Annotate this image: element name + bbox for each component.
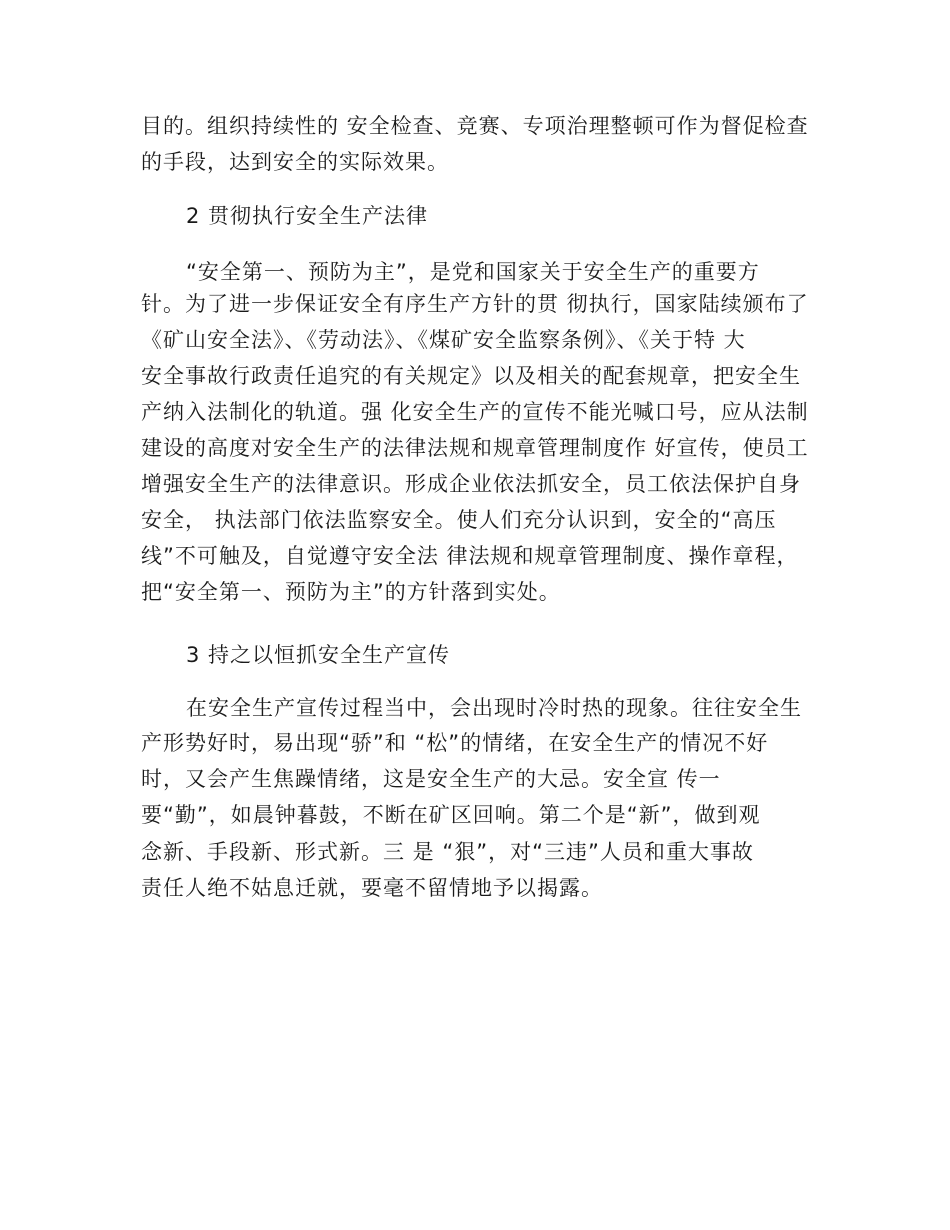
paragraph-line: “安全第一、预防为主”，是党和国家关于安全生产的重要方: [186, 260, 760, 284]
paragraph-line: 《矿山安全法》、《劳动法》、《煤矿安全监察条例》、《关于特 大: [141, 328, 746, 352]
paragraph-line: 产形势好时，易出现“骄”和 “松”的情绪，在安全生产的情况不好: [141, 731, 769, 755]
paragraph-line: 的手段，达到安全的实际效果。: [141, 150, 449, 174]
paragraph-line: 责任人绝不姑息迁就，要毫不留情地予以揭露。: [141, 876, 603, 900]
paragraph-line: 安全事故行政责任追究的有关规定》以及相关的配套规章，把安全生: [141, 364, 801, 388]
paragraph-line: 线”不可触及，自觉遵守安全法 律法规和规章管理制度、操作章程，: [141, 544, 799, 568]
paragraph-line: 产纳入法制化的轨道。强 化安全生产的宣传不能光喊口号，应从法制: [141, 400, 809, 424]
paragraph-line: 要“勤”，如晨钟暮鼓，不断在矿区回响。第二个是“新”，做到观: [141, 803, 761, 827]
section-heading: 2 贯彻执行安全生产法律: [186, 204, 429, 228]
paragraph-line: 建设的高度对安全生产的法律法规和规章管理制度作 好宣传，使员工: [141, 436, 809, 460]
section-heading: 3 持之以恒抓安全生产宣传: [186, 643, 451, 667]
paragraph-line: 在安全生产宣传过程当中，会出现时冷时热的现象。往往安全生: [186, 696, 802, 720]
paragraph-line: 把“安全第一、预防为主”的方针落到实处。: [141, 580, 561, 604]
paragraph-line: 时，又会产生焦躁情绪，这是安全生产的大忌。安全宣 传一: [141, 767, 721, 791]
paragraph-line: 针。为了进一步保证安全有序生产方针的贯 彻执行，国家陆续颁布了: [141, 292, 809, 316]
paragraph-line: 增强安全生产的法律意识。形成企业依法抓安全，员工依法保护自身: [141, 472, 801, 496]
paragraph-line: 安全， 执法部门依法监察安全。使人们充分认识到，安全的“高压: [141, 508, 777, 532]
paragraph-line: 念新、手段新、形式新。三 是 “狠”，对“三违”人员和重大事故: [141, 840, 754, 864]
paragraph-line: 目的。组织持续性的 安全检查、竞赛、专项治理整顿可作为督促检查: [141, 114, 809, 138]
